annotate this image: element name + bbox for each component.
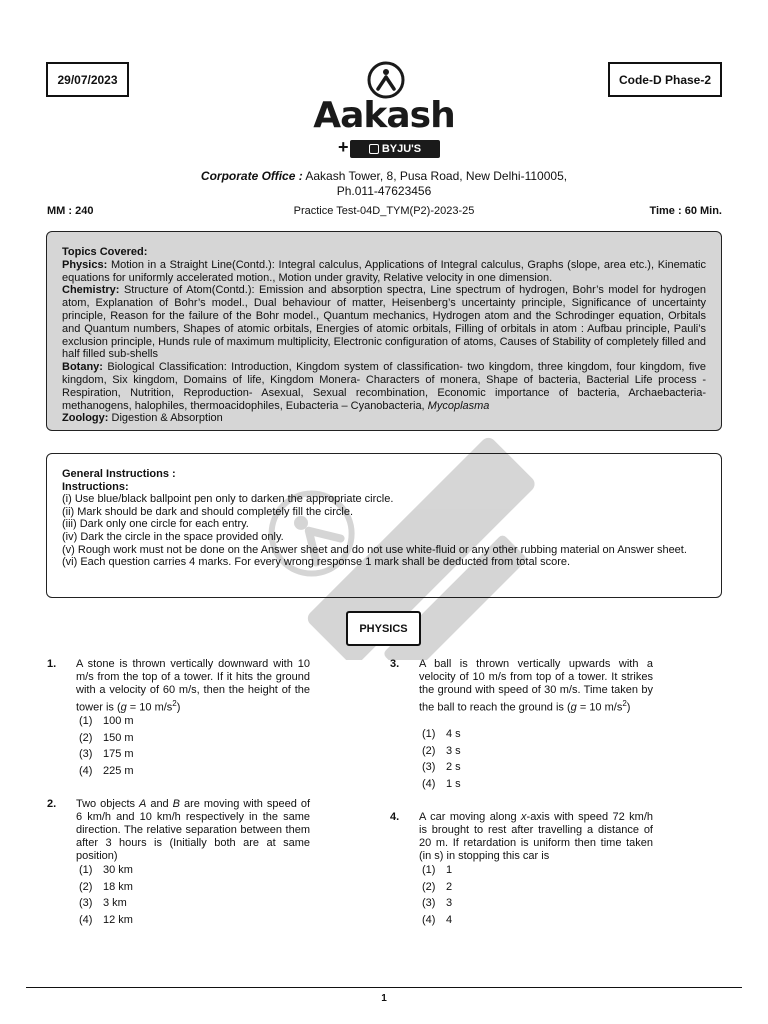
question-4 [390,811,654,936]
option-2[interactable]: (2) 18 km [79,880,133,893]
topic-text: Motion in a Straight Line(Contd.): Integral calculus, Applications of Integral calculus, Graphs (slope, area etc.), Kinematic equations for uniformly accelerated motion., Motion under gravity, Relative velocity in one dimension. [62,258,706,284]
option-4[interactable]: (4) 1 s [422,777,461,790]
footer-divider [26,987,742,988]
logo-wordmark: Aakash [313,95,455,136]
byjus-square-icon [369,144,379,154]
topic-zoology [62,412,706,425]
topic-label: Botany: [62,361,103,374]
max-marks: MM : 240 [47,205,94,217]
option-4[interactable]: (4) 12 km [79,913,133,926]
office-phone: Ph.011-47623456 [336,184,432,198]
code-text: Code-D Phase-2 [618,72,712,87]
instruction-line: (iv) Dark the circle in the space provided only. [62,530,284,543]
option-1[interactable]: (1) 30 km [79,864,133,876]
time-allowed: Time : 60 Min. [649,205,722,217]
option-1[interactable]: (1) 100 m [79,715,134,727]
aakash-emblem-icon [366,60,406,100]
question-number: 4. [390,811,400,823]
options-list [422,864,452,930]
option-4[interactable]: (4) 4 [422,913,453,926]
topic-text: Biological Classification: Introduction, Kingdom system of classification- two kingdom, three kingdom, four kingdom, five kingdom, Six kingdom, Domains of life, Kingdom Monera- Characters of monera, Shape of bacteria, Bacterial Life process - Respiration, Nutrition, Reproduction- Asexual, Sexual recombination, Economic importance of bacteria, Archaebacteria-methanogens, halophiles, thermoacidophiles, Eubacteria – Cyanobacteria, [62,361,706,412]
logo-plus: + [338,137,349,157]
options-list [422,728,461,794]
question-2 [47,798,311,933]
office-address: Aakash Tower, 8, Pusa Road, New Delhi-110005, [305,169,568,183]
topic-label: Physics: [62,258,108,271]
option-3[interactable]: (3) 2 s [422,761,461,773]
office-label: Corporate Office : [200,169,303,183]
question-text: A stone is thrown vertically downward with 10 m/s from the top of a tower. If it hits the ground with a velocity of 60 m/s, then the height of the tower is (g = 10 $m/s^2$) [76,658,310,714]
option-1[interactable]: (1) 4 s [422,728,461,740]
instruction-line: (vi) Each question carries 4 marks. For every wrong response 1 mark shall be deducted from total score. [62,556,571,569]
topic-chemistry [62,284,706,361]
subject-physics: PHYSICS [346,611,421,646]
instruction-line: (v) Rough work must not be done on the Answer sheet and do not use white-fluid or any other rubbing material on Answer sheet. [62,543,687,556]
instructions-subheading: Instructions: [62,480,129,493]
topics-covered-box [46,231,722,431]
instructions-heading: General Instructions : [62,468,176,480]
option-1[interactable]: (1) 1 [422,864,453,876]
option-3[interactable]: (3) 3 [422,897,453,909]
question-text: A car moving along x-axis with speed 72 km/h is brought to rest after travelling a distance of 20 m. If retardation is uniform then time taken (in s) in stopping this car is [419,811,653,862]
option-4[interactable]: (4) 225 m [79,764,134,777]
question-1 [47,658,311,788]
question-number: 1. [47,658,57,670]
question-number: 2. [47,798,57,810]
date-box [46,62,129,97]
topic-label: Chemistry: [62,284,120,297]
topic-text: Digestion & Absorption [111,412,223,425]
topic-italic: Mycoplasma [427,399,490,412]
general-instructions-box [46,453,722,598]
instruction-line: (i) Use blue/black ballpoint pen only to darken the appropriate circle. [62,493,394,506]
topics-heading: Topics Covered: [62,246,148,258]
byjus-text: BYJU'S [381,143,422,155]
date-text: 29/07/2023 [57,72,118,87]
question-text: A ball is thrown vertically upwards with a velocity of 10 m/s from top of a tower. It strikes the ground with speed of 30 m/s. Time taken by the ball to reach the ground is (g = 10 $m/s^2$) [419,658,653,714]
aakash-logo [306,60,462,160]
options-list [79,864,133,930]
question-3 [390,658,654,798]
options-list [79,715,134,781]
option-3[interactable]: (3) 3 km [79,897,127,909]
question-text: Two objects A and B are moving with speed of 6 km/h and 10 km/h respectively in the same direction. The relative separation between them after 3 hours is (Initially both are at same position) [76,798,310,862]
test-name: Practice Test-04D_TYM(P2)-2023-25 [293,205,475,217]
option-2[interactable]: (2) 150 m [79,731,134,744]
corporate-office [150,169,618,199]
instruction-line: (ii) Mark should be dark and should completely fill the circle. [62,505,354,518]
option-2[interactable]: (2) 2 [422,880,453,893]
instruction-line: (iii) Dark only one circle for each entry. [62,518,249,531]
option-2[interactable]: (2) 3 s [422,744,461,757]
option-3[interactable]: (3) 175 m [79,748,134,760]
code-box [608,62,722,97]
topic-text: Structure of Atom(Contd.): Emission and absorption spectra, Line spectrum of hydrogen, Bohr’s model for hydrogen atom, Explanation of Bohr’s model., Dual behaviour of matter, Heisenberg’s uncertainty principle, Significance of uncertainty principle, Reason for the failure of the Bohr model., Quantum mechanics, Hydrogen atom and the Schrodinger equation, Orbitals and Quantum numbers, Shapes of atomic orbitals, Energies of atomic orbitals, Filling of orbitals in atom : Aufbau principle, Pauli’s exclusion principle, Hunds rule of maximum multiplicity, Electronic configuration of atoms, Causes of Stability of completely filled and half filled sub-shells [62,284,706,361]
topic-botany [62,361,706,412]
question-number: 3. [390,658,400,670]
byjus-badge [350,140,440,158]
topic-label: Zoology: [62,412,109,425]
topic-physics [62,259,706,285]
page-number: 1 [381,993,387,1004]
